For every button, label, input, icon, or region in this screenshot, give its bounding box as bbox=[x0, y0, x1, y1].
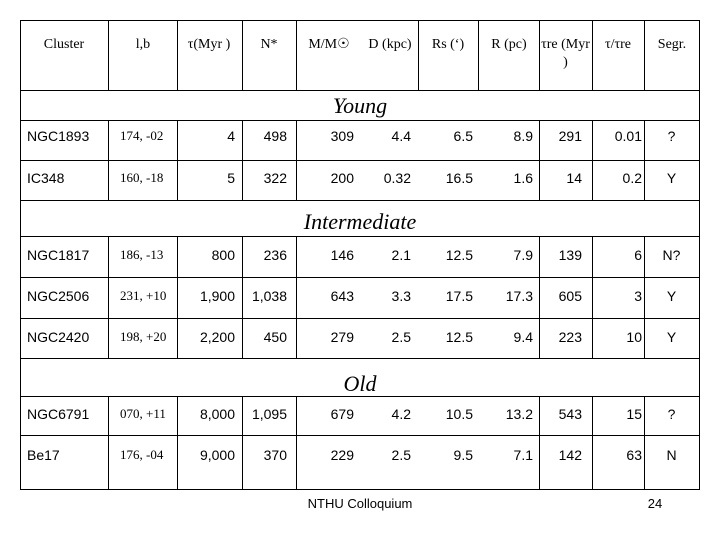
cell-relaxation-time: 142 bbox=[558, 447, 582, 463]
cell-age: 2,200 bbox=[199, 329, 235, 345]
cell-rs: 16.5 bbox=[445, 170, 473, 186]
cell-relaxation-time: 14 bbox=[566, 170, 582, 186]
cell-age: 8,000 bbox=[199, 406, 235, 422]
column-divider bbox=[592, 20, 593, 90]
cell-mass: 279 bbox=[330, 329, 354, 345]
cell-age-ratio: 10 bbox=[626, 329, 642, 345]
section-title-intermediate: Intermediate bbox=[303, 209, 417, 234]
cell-distance: 2.5 bbox=[391, 329, 411, 345]
cell-lb: 070, +11 bbox=[120, 406, 166, 421]
header-cluster: Cluster bbox=[43, 37, 85, 52]
cell-nstars: 370 bbox=[263, 447, 287, 463]
cell-age: 9,000 bbox=[199, 447, 235, 463]
cell-nstars: 1,095 bbox=[251, 406, 287, 422]
cell-cluster: NGC2420 bbox=[27, 329, 90, 345]
cell-mass: 309 bbox=[330, 128, 354, 144]
cell-segregation: N bbox=[666, 447, 677, 463]
cell-rs: 12.5 bbox=[445, 247, 473, 263]
cell-mass: 229 bbox=[330, 447, 354, 463]
cell-lb: 174, -02 bbox=[120, 128, 164, 143]
cell-age-ratio: 0.2 bbox=[622, 170, 642, 186]
cell-lb: 198, +20 bbox=[120, 329, 167, 344]
column-divider bbox=[108, 20, 109, 90]
header-segregation: Segr. bbox=[657, 37, 687, 52]
column-divider bbox=[296, 20, 297, 90]
header-rs: Rs (‘) bbox=[431, 37, 465, 52]
cell-cluster: Be17 bbox=[27, 447, 60, 463]
cell-rs: 6.5 bbox=[453, 128, 473, 144]
column-divider bbox=[478, 20, 479, 90]
cell-radius: 7.9 bbox=[513, 247, 533, 263]
cell-segregation: Y bbox=[666, 288, 677, 304]
cell-mass: 200 bbox=[330, 170, 354, 186]
column-divider bbox=[242, 396, 243, 490]
cell-relaxation-time: 139 bbox=[558, 247, 582, 263]
column-divider bbox=[177, 236, 178, 358]
cell-radius: 8.9 bbox=[513, 128, 533, 144]
cell-radius: 1.6 bbox=[513, 170, 533, 186]
cell-relaxation-time: 543 bbox=[558, 406, 582, 422]
column-divider bbox=[177, 120, 178, 200]
column-divider bbox=[177, 20, 178, 90]
row-divider bbox=[20, 358, 700, 359]
header-distance: D (kpc) bbox=[368, 37, 412, 52]
cell-distance: 4.2 bbox=[391, 406, 411, 422]
cell-nstars: 1,038 bbox=[251, 288, 287, 304]
cell-relaxation-time: 223 bbox=[558, 329, 582, 345]
cell-distance: 2.1 bbox=[391, 247, 411, 263]
header-nstars: N* bbox=[260, 37, 278, 52]
cell-radius: 9.4 bbox=[513, 329, 533, 345]
row-divider bbox=[20, 90, 700, 91]
column-divider bbox=[108, 396, 109, 490]
cell-distance: 0.32 bbox=[383, 170, 411, 186]
column-divider bbox=[418, 20, 419, 90]
cell-age: 1,900 bbox=[199, 288, 235, 304]
row-divider bbox=[20, 435, 700, 436]
cell-age-ratio: 3 bbox=[634, 288, 642, 304]
column-divider bbox=[242, 20, 243, 90]
cell-distance: 3.3 bbox=[391, 288, 411, 304]
cell-age: 4 bbox=[227, 128, 235, 144]
header-lb: l,b bbox=[135, 37, 151, 52]
column-divider bbox=[539, 20, 540, 90]
section-title-young: Young bbox=[332, 93, 388, 118]
column-divider bbox=[644, 236, 645, 358]
row-divider bbox=[20, 160, 700, 161]
column-divider bbox=[644, 20, 645, 90]
cell-segregation: N? bbox=[662, 247, 681, 263]
cell-cluster: NGC1893 bbox=[27, 128, 90, 144]
cell-age: 5 bbox=[227, 170, 235, 186]
row-divider bbox=[20, 236, 700, 237]
cell-lb: 160, -18 bbox=[120, 170, 164, 185]
cell-cluster: NGC6791 bbox=[27, 406, 90, 422]
header-relaxation-time: τre (Myr ) bbox=[541, 37, 590, 70]
cell-segregation: ? bbox=[667, 406, 676, 422]
cell-lb: 231, +10 bbox=[120, 288, 167, 303]
column-divider bbox=[177, 396, 178, 490]
cell-nstars: 236 bbox=[263, 247, 287, 263]
cell-mass: 146 bbox=[330, 247, 354, 263]
column-divider bbox=[644, 396, 645, 490]
column-divider bbox=[242, 236, 243, 358]
cell-radius: 7.1 bbox=[513, 447, 533, 463]
cell-relaxation-time: 291 bbox=[558, 128, 582, 144]
footer-venue: NTHU Colloquium bbox=[307, 496, 413, 511]
cell-age-ratio: 0.01 bbox=[614, 128, 642, 144]
cell-cluster: IC348 bbox=[27, 170, 65, 186]
cell-rs: 17.5 bbox=[445, 288, 473, 304]
cell-mass: 643 bbox=[330, 288, 354, 304]
cell-cluster: NGC1817 bbox=[27, 247, 90, 263]
section-title-old: Old bbox=[343, 371, 377, 396]
row-divider bbox=[20, 120, 700, 121]
cell-lb: 176, -04 bbox=[120, 447, 164, 462]
header-radius: R (pc) bbox=[491, 37, 527, 52]
cell-mass: 679 bbox=[330, 406, 354, 422]
cell-radius: 13.2 bbox=[505, 406, 533, 422]
cell-segregation: Y bbox=[666, 170, 677, 186]
cell-lb: 186, -13 bbox=[120, 247, 164, 262]
cell-age: 800 bbox=[211, 247, 235, 263]
page-number: 24 bbox=[647, 496, 663, 511]
header-age: τ(Myr ) bbox=[187, 37, 231, 52]
cell-age-ratio: 63 bbox=[626, 447, 642, 463]
cell-rs: 12.5 bbox=[445, 329, 473, 345]
cell-age-ratio: 6 bbox=[634, 247, 642, 263]
cell-nstars: 450 bbox=[263, 329, 287, 345]
cell-distance: 2.5 bbox=[391, 447, 411, 463]
row-divider bbox=[20, 318, 700, 319]
cell-distance: 4.4 bbox=[391, 128, 411, 144]
column-divider bbox=[108, 120, 109, 200]
cell-nstars: 322 bbox=[263, 170, 287, 186]
column-divider bbox=[644, 120, 645, 200]
cell-segregation: ? bbox=[667, 128, 676, 144]
row-divider bbox=[20, 200, 700, 201]
cell-segregation: Y bbox=[666, 329, 677, 345]
column-divider bbox=[108, 236, 109, 358]
cell-nstars: 498 bbox=[263, 128, 287, 144]
row-divider bbox=[20, 277, 700, 278]
header-mass: M/M☉ bbox=[308, 37, 350, 52]
cell-radius: 17.3 bbox=[505, 288, 533, 304]
cell-rs: 9.5 bbox=[453, 447, 473, 463]
cell-rs: 10.5 bbox=[445, 406, 473, 422]
header-age-ratio: τ/τre bbox=[604, 37, 632, 52]
column-divider bbox=[242, 120, 243, 200]
cell-age-ratio: 15 bbox=[626, 406, 642, 422]
cell-cluster: NGC2506 bbox=[27, 288, 90, 304]
cell-relaxation-time: 605 bbox=[558, 288, 582, 304]
